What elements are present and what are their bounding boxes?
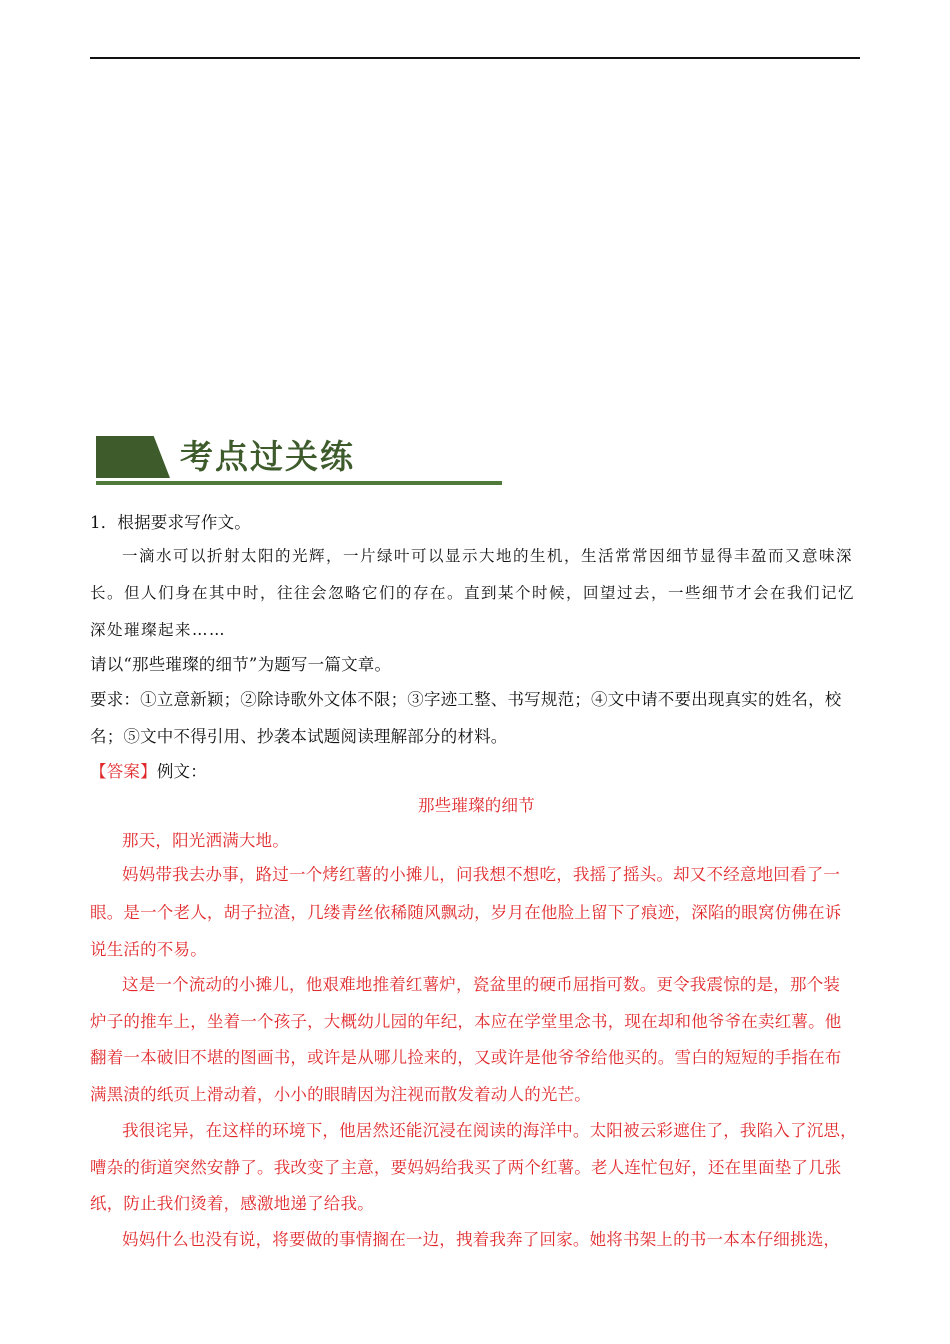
question-stem: 1．根据要求写作文。 bbox=[90, 513, 251, 532]
essay-title: 那些璀璨的细节 bbox=[418, 796, 535, 815]
section-banner bbox=[96, 436, 502, 486]
essay-line: 妈妈什么也没有说，将要做的事情搁在一边，拽着我奔了回家。她将书架上的书一本本仔细挑选， bbox=[122, 1230, 841, 1249]
banner-shape bbox=[96, 436, 170, 478]
essay-line: 说生活的不易。 bbox=[90, 940, 207, 959]
header-rule bbox=[90, 57, 860, 59]
essay-line: 满黑渍的纸页上滑动着，小小的眼睛因为注视而散发着动人的光芒。 bbox=[90, 1085, 591, 1104]
essay-line: 翻着一本破旧不堪的图画书，或许是从哪儿捡来的，又或许是他爷爷给他买的。雪白的短短的手指在布 bbox=[90, 1048, 842, 1067]
essay-line: 这是一个流动的小摊儿，他艰难地推着红薯炉，瓷盆里的硬币屈指可数。更令我震惊的是，那个装 bbox=[122, 975, 841, 994]
essay-line: 我很诧异，在这样的环境下，他居然还能沉浸在阅读的海洋中。太阳被云彩遮住了，我陷入了沉思， bbox=[122, 1121, 857, 1140]
banner-underline bbox=[96, 481, 502, 485]
answer-prefix: 例文： bbox=[156, 762, 207, 781]
prompt-line: 深处璀璨起来…… bbox=[90, 621, 227, 639]
essay-line: 炉子的推车上，坐着一个孩子，大概幼儿园的年纪，本应在学堂里念书，现在却和他爷爷在卖红薯。他 bbox=[90, 1012, 842, 1031]
answer-heading bbox=[90, 762, 207, 782]
essay-line: 嘈杂的街道突然安静了。我改变了主意，要妈妈给我买了两个红薯。老人连忙包好，还在里面垫了几张 bbox=[90, 1158, 842, 1177]
essay-line: 妈妈带我去办事，路过一个烤红薯的小摊儿，问我想不想吃，我摇了摇头。却又不经意地回看了一 bbox=[122, 865, 841, 884]
answer-label: 【答案】 bbox=[90, 762, 157, 781]
title-instruction: 请以“那些璀璨的细节”为题写一篇文章。 bbox=[90, 655, 392, 674]
essay-line: 那天，阳光洒满大地。 bbox=[122, 831, 289, 850]
requirements-line: 名；⑤文中不得引用、抄袭本试题阅读理解部分的材料。 bbox=[90, 727, 508, 746]
essay-line: 眼。是一个老人，胡子拉渣，几缕青丝依稀随风飘动，岁月在他脸上留下了痕迹，深陷的眼窝仿佛在诉 bbox=[90, 903, 842, 922]
essay-line: 纸，防止我们烫着，感激地递了给我。 bbox=[90, 1194, 374, 1213]
prompt-line: 一滴水可以折射太阳的光辉，一片绿叶可以显示大地的生机，生活常常因细节显得丰盈而又意味深 bbox=[122, 547, 854, 565]
section-title: 考点过关练 bbox=[180, 437, 355, 476]
prompt-line: 长。但人们身在其中时，往往会忽略它们的存在。直到某个时候，回望过去，一些细节才会在我们记忆 bbox=[90, 584, 856, 602]
requirements-line: 要求：①立意新颖；②除诗歌外文体不限；③字迹工整、书写规范；④文中请不要出现真实的姓名，校 bbox=[90, 690, 842, 709]
